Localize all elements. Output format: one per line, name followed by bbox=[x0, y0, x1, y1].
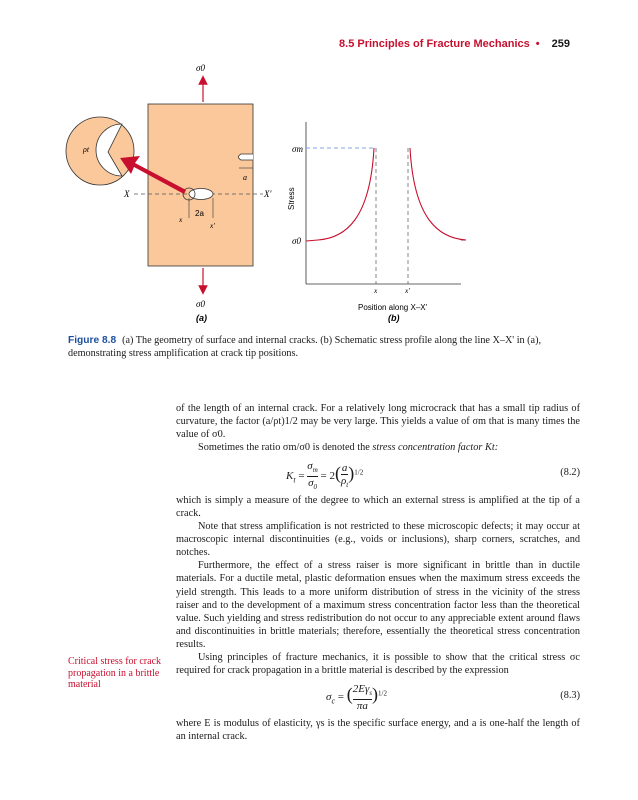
xprime-tick-label-b: x' bbox=[405, 286, 410, 295]
paragraph-7: where E is modulus of elasticity, γs is the specific surface energy, and a is one-half the length of an internal crack. bbox=[176, 717, 580, 742]
header-separator: • bbox=[535, 38, 540, 50]
equation-8-2-number: (8.2) bbox=[560, 467, 580, 479]
x-tick-label-a: x bbox=[179, 215, 183, 224]
paragraph-5: Furthermore, the effect of a stress raiser is more significant in brittle than in ductile materials. For a ductile metal, plastic deformation ensues when the maximum stress exceeds the yield strength. This leads to a more uniform distribution of stress in the vicinity of the stress raiser and to the development of a maximum stress concentration factor less than the theoretical value. Such yielding and stress redistribution do not occur to any appreciable extent around flaws and discontinuities in brittle materials; therefore, essentially the theoretical stress concentration results. bbox=[176, 560, 580, 650]
two-a-label: 2a bbox=[195, 209, 204, 218]
internal-crack bbox=[189, 189, 213, 200]
equation-8-3-number: (8.3) bbox=[560, 689, 580, 701]
stress-curve-right bbox=[410, 148, 466, 240]
paragraph-6: Using principles of fracture mechanics, it is possible to show that the critical stress σc required for crack propagation in a brittle material is described by the expression bbox=[176, 651, 580, 676]
equation-8-3 bbox=[176, 679, 580, 713]
stress-curve-left bbox=[306, 148, 374, 241]
paragraph-2-prefix: Sometimes the ratio σm/σ0 is denoted the bbox=[198, 442, 373, 454]
paragraph-4: Note that stress amplification is not restricted to these microscopic defects; it may occur at macroscopic internal discontinuities (e.g., voids or inclusions), sharp corners, scratches, and notches. bbox=[176, 521, 580, 559]
figure-8-8 bbox=[0, 0, 638, 330]
x-axis-label: Position along X–X' bbox=[358, 303, 428, 312]
figure-caption bbox=[68, 334, 580, 360]
equation-8-2 bbox=[176, 456, 580, 490]
x-right-label: X' bbox=[264, 189, 272, 199]
xprime-tick-label-a: x' bbox=[210, 221, 215, 230]
paragraph-1: of the length of an internal crack. For a relatively long microcrack that has a small tip radius of curvature, the factor (a/ρt)1/2 may be very large. This yields a value of σm that is many times the value of σ0. bbox=[176, 403, 580, 441]
equation-8-3-formula: $\sigma_c$ = ( $2E\gamma_s$ πa )$^{1/2}$ bbox=[326, 682, 387, 713]
sigma-top-label: σ0 bbox=[196, 63, 205, 73]
panel-a-label: (a) bbox=[196, 313, 207, 323]
page-number: 259 bbox=[551, 38, 570, 50]
paragraph-2 bbox=[176, 441, 580, 454]
x-left-label: X bbox=[124, 189, 130, 199]
sigma-m-label: σm bbox=[292, 144, 303, 154]
caption-text: (a) The geometry of surface and internal cracks. (b) Schematic stress profile along the line X–X' in (a), demonstrating stress amplification at crack tip positions. bbox=[68, 335, 542, 359]
a-label: a bbox=[243, 173, 247, 182]
sigma-bottom-label: σ0 bbox=[196, 299, 205, 309]
panel-b-label: (b) bbox=[388, 313, 400, 323]
section-title: 8.5 Principles of Fracture Mechanics bbox=[339, 38, 530, 50]
paragraph-3: which is simply a measure of the degree to which an external stress is amplified at the tip of a crack. bbox=[176, 495, 580, 520]
x-tick-label-b: x bbox=[374, 286, 378, 295]
margin-note: Critical stress for crack propagation in a brittle material bbox=[68, 656, 162, 690]
sigma-0-label: σ0 bbox=[292, 236, 301, 246]
panel-a bbox=[66, 63, 272, 323]
panel-b bbox=[287, 122, 466, 323]
y-axis-label: Stress bbox=[287, 187, 296, 210]
stress-concentration-term: stress concentration factor Kt: bbox=[372, 442, 499, 454]
specimen-plate bbox=[148, 104, 253, 266]
surface-crack bbox=[239, 154, 254, 160]
figure-label: Figure 8.8 bbox=[68, 335, 117, 346]
body-text bbox=[176, 402, 580, 743]
rho-label: ρt bbox=[83, 145, 90, 154]
equation-8-2-formula: $K_t$ = $\frac{\sigma_m}{\sigma_0}$ = 2( $\frac{a}{\rho_t}$ )$^{1/2}$ bbox=[286, 460, 364, 492]
